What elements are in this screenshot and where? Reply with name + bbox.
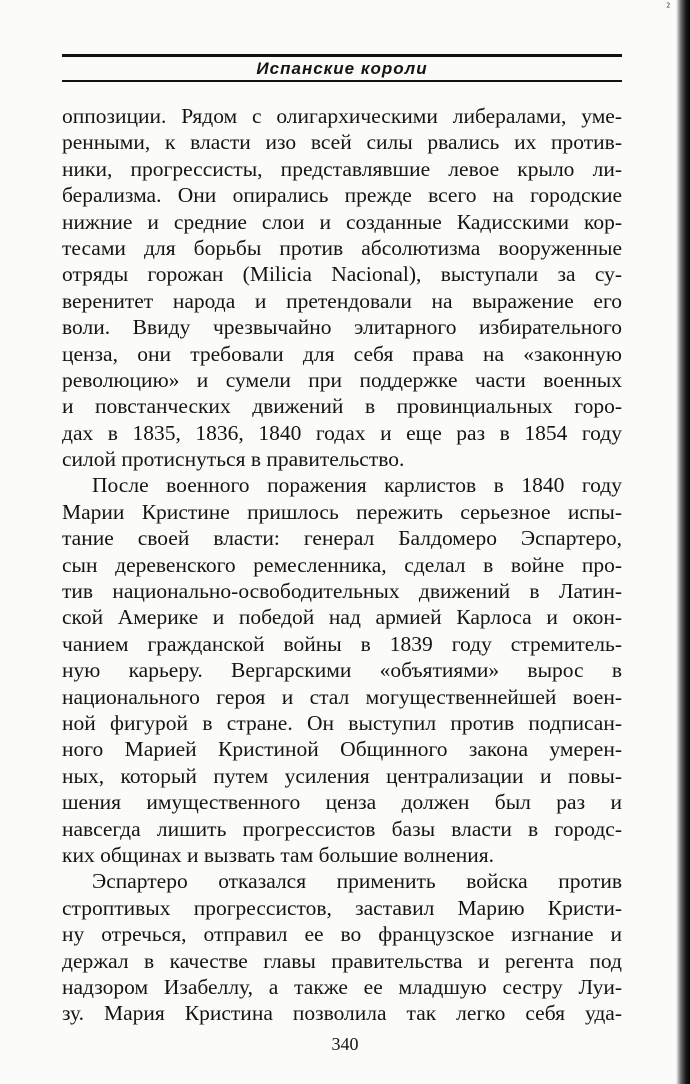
text-line: ную карьеру. Вергарскими «объятиями» вырос в: [62, 658, 622, 683]
text-line: Марии Кристине пришлось пережить серьезное испы-: [62, 499, 622, 524]
text-line: берализма. Они опирались прежде всего на городские: [62, 183, 622, 208]
body-text: [62, 103, 622, 1027]
text-line: зу. Мария Кристина позволила так легко себя уда-: [62, 1001, 622, 1026]
text-line: держал в качестве главы правительства и регента под: [62, 948, 622, 973]
text-line: шения имущественного ценза должен был раз и: [62, 790, 622, 815]
text-line: революцию» и сумели при поддержке части военных: [62, 367, 622, 392]
text-line: веренитет народа и претендовали на выражение его: [62, 288, 622, 313]
page-number: 340: [331, 1034, 359, 1054]
text-line: ного Марией Кристиной Общинного закона умерен-: [62, 737, 622, 762]
text-line: воли. Ввиду чрезвычайно элитарного избирательного: [62, 315, 622, 340]
page-header: [62, 54, 622, 82]
header-rule-bottom: [62, 80, 622, 82]
text-line: национального героя и стал могущественнейшей воен-: [62, 684, 622, 709]
text-line: тив национально-освободительных движений в Латин-: [62, 579, 622, 604]
text-line: ценза, они требовали для себя права на «законную: [62, 341, 622, 366]
text-line: ных, который путем усиления централизации и повы-: [62, 763, 622, 788]
text-line: оппозиции. Рядом с олигархическими либералами, уме-: [62, 104, 622, 128]
text-line: ну отречься, отправил ее во французское изгнание и: [62, 922, 622, 947]
text-line: тесами для борьбы против абсолютизма вооруженные: [62, 235, 622, 260]
text-line: После военного поражения карлистов в 1840 году: [92, 473, 622, 498]
text-line: сын деревенского ремесленника, сделал в войне про-: [62, 552, 622, 577]
text-line: дах в 1835, 1836, 1840 годах и еще раз в 1854 году: [62, 420, 622, 445]
text-line: и повстанческих движений в провинциальных горо-: [62, 394, 622, 419]
corner-mark: ²: [666, 0, 670, 14]
text-line: ской Америке и победой над армией Карлоса и окон-: [62, 605, 622, 630]
text-line: чанием гражданской войны в 1839 году стремитель-: [62, 631, 622, 656]
text-line: ренными, к власти изо всей силы рвались их против-: [62, 130, 622, 155]
text-line: ники, прогрессисты, представлявшие левое крыло ли-: [62, 156, 622, 181]
text-line: отряды горожан (Milicia Nacional), выступали за су-: [62, 262, 622, 287]
text-line: ной фигурой в стране. Он выступил против подписан-: [62, 710, 622, 735]
text-line: тание своей власти: генерал Балдомеро Эспартеро,: [62, 526, 622, 551]
text-line: ких общинах и вызвать там большие волнения.: [62, 842, 495, 867]
text-line: нижние и средние слои и созданные Кадисскими кор-: [62, 209, 622, 234]
running-title: Испанские короли: [256, 59, 428, 78]
text-line: строптивых прогрессистов, заставил Марию Кристи-: [62, 895, 622, 920]
text-line: надзором Изабеллу, а также ее младшую сестру Луи-: [62, 974, 622, 999]
text-line: Эспартеро отказался применить войска против: [92, 869, 622, 894]
text-line: навсегда лишить прогрессистов базы власти в городс-: [62, 816, 622, 841]
scan-edge-shadow: [676, 0, 690, 1084]
text-line: силой протиснуться в правительство.: [62, 447, 405, 472]
